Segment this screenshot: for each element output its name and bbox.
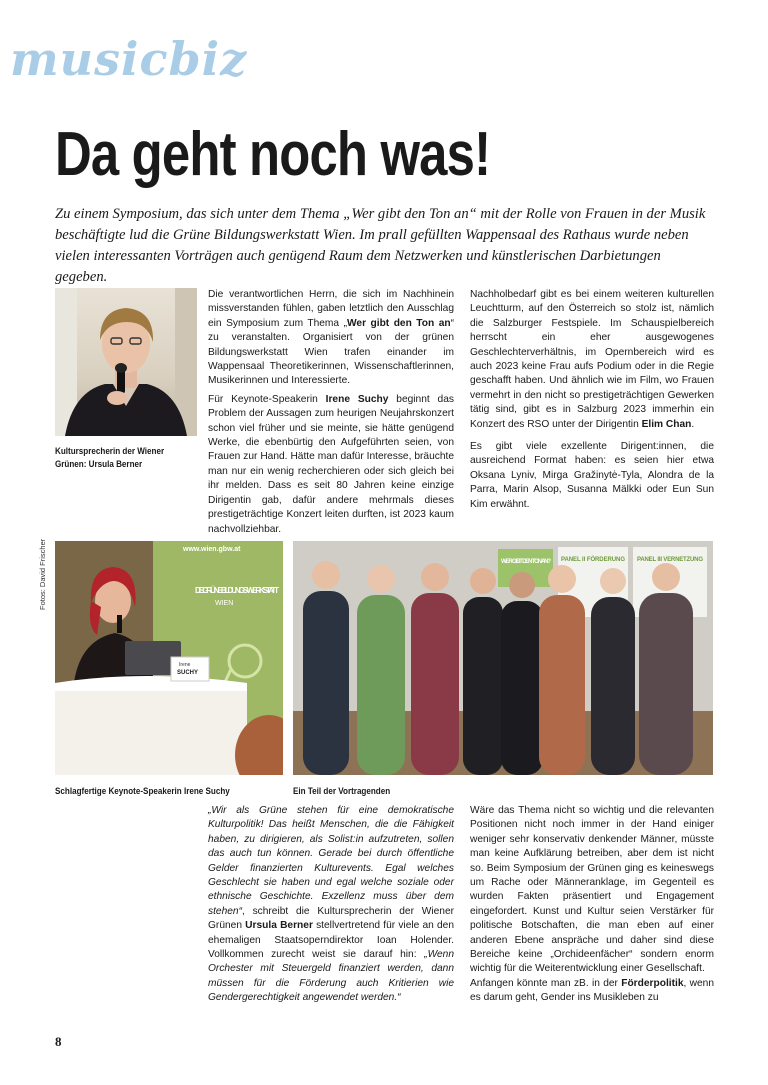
paragraph xyxy=(208,804,454,1006)
brand-logo: musicbiz xyxy=(10,32,248,86)
text: Die verantwortlichen Herrn, die sich im Nachhinein missverstanden fühlen, gaben letztlich den Ausschlag ein Symposium zum Thema „ xyxy=(208,289,454,329)
article-column-3 xyxy=(208,804,454,1010)
article-column-4 xyxy=(470,804,714,1010)
text: , schreibt die Kultursprecherin der Wiener Grünen xyxy=(208,905,454,932)
photo-caption-group: Ein Teil der Vortragenden xyxy=(293,786,391,796)
keynote-illustration xyxy=(55,541,283,775)
paragraph xyxy=(470,288,714,432)
photo-irene-suchy xyxy=(55,541,283,775)
article-column-2 xyxy=(470,288,714,516)
text: , wenn es darum geht, Gender ins Musikleben zu xyxy=(470,977,714,1004)
photo-credit: Fotos: David Frischer xyxy=(38,538,47,610)
group-illustration xyxy=(293,541,713,775)
text: “ zu veranstalten. Organisiert von der grünen Bildungswerkstatt Wien trafen einander im Wappensaal Theoretikerinnen, Wissenschaftlerinnen, Musikerinnen und Interessierte. xyxy=(208,317,455,387)
article-column-1 xyxy=(208,288,454,541)
text: Für Keynote-Speakerin xyxy=(208,393,326,405)
text: beginnt das Problem der Aussagen zum heurigen Neujahrskonzert schon viel früher und sie meinte, sie hätte genügend Werke, die ebenbürtig den Aufgeführten seien, von Frauen zur Hand. Hätte man dafür Interesse, bräuchte man nur ein wenig recherchieren oder sich gleich bei ihr melden. Dass es seit 80 Jahren keine einzige Dirigentin gab, dafür andere mehrmals dieses prestigeträchtige Konzert leiten durften, ist 2023 kaum nachvollziehbar. xyxy=(208,393,454,535)
paragraph xyxy=(470,977,714,1006)
photo-group-speakers xyxy=(293,541,713,775)
portrait-illustration xyxy=(55,288,197,436)
banner-text: DIE GRÜNE BILDUNGS-WERKSTATT xyxy=(195,586,279,595)
text: . xyxy=(691,418,695,430)
photo-caption-irene-suchy: Schlagfertige Keynote-Speakerin Irene Suchy xyxy=(55,786,230,796)
photo-ursula-berner xyxy=(55,288,197,436)
text: Anfangen könnte man zB. in der xyxy=(470,977,622,989)
emphasis: Elim Chan xyxy=(641,418,692,430)
emphasis: Förderpolitik xyxy=(621,977,684,989)
emphasis: Ursula Berner xyxy=(245,920,313,932)
name-card-line-1: Irene xyxy=(179,662,191,668)
emphasis: Wer gibt den Ton an xyxy=(346,317,451,329)
sign-text-3: PANEL III VERNETZUNG xyxy=(637,557,703,563)
photo-caption-ursula-berner: Kultursprecherin der Wiener Grünen: Ursula Berner xyxy=(55,446,165,469)
text: stellvertretend für viele an den ehemaligen Staatsoperndirektor Ioan Holender. Vollkommen zurecht weist sie darauf hin: xyxy=(208,920,454,961)
quote: „Wenn Orchester mit Steuergeld finanziert werden, dann müssen für die Förderung auch Kritierien wie Gendergerechtigkeit angewendet werden.“ xyxy=(208,949,454,1004)
paragraph: Es gibt viele exzellente Dirigent:innen, die ausreichend Format haben: es seien hier etwa Oksana Lyniv, Mirga Gražinytė-Tyla, Alondra de la Parra, Marin Alsop, Susanna Mälkki oder Eun Sun Kim erwähnt. xyxy=(470,441,714,510)
quote: „Wir als Grüne stehen für eine demokratische Kulturpolitik! Das heißt Menschen, die die Fähigkeit haben, zu dirigieren, als Solist:in aufzutreten, sollen das auch tun können. Gerade bei durch öffentliche Gelder finanzierten Kulturevents. Egal welches Geschlecht sie haben und egal welche soziale oder ethnische Geschichte. Exzellenz muss über dem stehen“ xyxy=(208,805,454,917)
name-card-line-2: SUCHY xyxy=(177,670,199,676)
banner-subtext: WIEN xyxy=(215,600,234,607)
paragraph: Wäre das Thema nicht so wichtig und die relevanten Positionen nicht noch immer in der Hand einiger weniger sehr konservativ denkender Männer, müsste man keine Aufklärung betreiben, aber dem ist nicht so. Beim Symposium der Grünen ging es keineswegs um Rache oder Männeranklage, im Gegenteil es wurden Fakten präsentiert und Engagement eingefordert. Kunst und Kultur seien Verstärker für politische Botschaften, die man eben auf einer anderen Ebene anspräche und daher sind diese Bereiche keine „Orchideenfächer“ sondern enorm wichtig für die Weiterentwicklung einer Gesellschaft. xyxy=(470,805,714,975)
page-number: 8 xyxy=(55,1034,62,1049)
sign-text-1: WER GIBT DEN TON AN? xyxy=(501,559,551,565)
sign-text-2: PANEL II FÖRDERUNG xyxy=(561,557,625,563)
banner-url: www.wien.gbw.at xyxy=(183,546,241,553)
text: Nachholbedarf gibt es bei einem weiteren kulturellen Leuchtturm, auf den Österreich so stolz ist, nämlich die Salzburger Festspiele. Im Schauspielbereich herrscht ein eher ausgewogenes Geschlechterverhältnis, im Opernbereich wird es auch 2023 keine Frau aufs Podium oder in die Regie geschafft haben. Und ähnlich wie im Film, wo Frauen vermehrt in den nicht so prestigeträchtigen Gewerken tätig sind, gibt es in Salzburg 2023 immerhin ein Konzert des RSO unter der Dirigentin xyxy=(470,289,714,430)
article-lead: Zu einem Symposium, das sich unter dem Thema „Wer gibt den Ton an“ mit der Rolle von Frauen in der Musik beschäftigte lud die Grüne Bildungswerkstatt Wien. Im prall gefüllten Wappensaal des Rathaus wurde neben vielen interessanten Vorträgen auch genügend Raum dem Netzwerken und künstlerischen Darbietungen gegeben. xyxy=(55,206,706,285)
paragraph xyxy=(208,288,454,389)
article-headline: Da geht noch was! xyxy=(55,120,491,189)
emphasis: Irene Suchy xyxy=(325,393,389,405)
paragraph xyxy=(208,393,454,537)
